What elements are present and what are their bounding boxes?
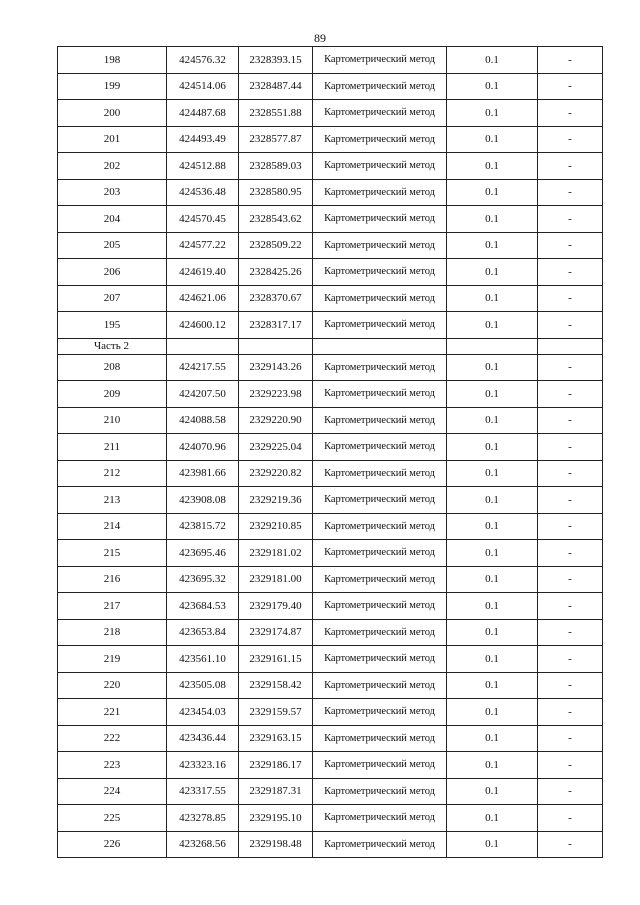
note-cell: - (538, 513, 603, 540)
point-number-cell: 208 (58, 354, 167, 381)
accuracy-cell: 0.1 (447, 434, 538, 461)
accuracy-cell: 0.1 (447, 566, 538, 593)
method-cell: Картометрический метод (313, 73, 447, 100)
method-cell: Картометрический метод (313, 805, 447, 832)
x-coordinate-cell: 424493.49 (167, 126, 239, 153)
table-row (58, 699, 603, 726)
x-coordinate-cell: 423815.72 (167, 513, 239, 540)
table-row (58, 354, 603, 381)
method-cell: Картометрический метод (313, 381, 447, 408)
point-number-cell: 210 (58, 407, 167, 434)
y-coordinate-cell: 2329159.57 (239, 699, 313, 726)
accuracy-cell: 0.1 (447, 232, 538, 259)
point-number-cell: 221 (58, 699, 167, 726)
point-number-cell: 195 (58, 312, 167, 339)
table-row (58, 778, 603, 805)
y-coordinate-cell: 2329220.90 (239, 407, 313, 434)
point-number-cell: 224 (58, 778, 167, 805)
note-cell: - (538, 699, 603, 726)
y-coordinate-cell: 2329223.98 (239, 381, 313, 408)
y-coordinate-cell: 2329181.00 (239, 566, 313, 593)
part-1-rows (58, 47, 603, 339)
x-coordinate-cell: 424576.32 (167, 47, 239, 74)
accuracy-cell: 0.1 (447, 206, 538, 233)
x-coordinate-cell: 423684.53 (167, 593, 239, 620)
y-coordinate-cell: 2329181.02 (239, 540, 313, 567)
x-coordinate-cell: 424621.06 (167, 285, 239, 312)
y-coordinate-cell: 2329210.85 (239, 513, 313, 540)
note-cell: - (538, 672, 603, 699)
section-empty-cell (167, 338, 239, 354)
accuracy-cell: 0.1 (447, 487, 538, 514)
table-row (58, 259, 603, 286)
table-row (58, 47, 603, 74)
x-coordinate-cell: 423323.16 (167, 752, 239, 779)
note-cell: - (538, 179, 603, 206)
y-coordinate-cell: 2329219.36 (239, 487, 313, 514)
section-row (58, 338, 603, 354)
accuracy-cell: 0.1 (447, 725, 538, 752)
table-row (58, 566, 603, 593)
note-cell: - (538, 725, 603, 752)
method-cell: Картометрический метод (313, 206, 447, 233)
accuracy-cell: 0.1 (447, 126, 538, 153)
accuracy-cell: 0.1 (447, 540, 538, 567)
section-empty-cell (239, 338, 313, 354)
table-row (58, 646, 603, 673)
method-cell: Картометрический метод (313, 487, 447, 514)
y-coordinate-cell: 2329179.40 (239, 593, 313, 620)
method-cell: Картометрический метод (313, 407, 447, 434)
accuracy-cell: 0.1 (447, 460, 538, 487)
point-number-cell: 199 (58, 73, 167, 100)
note-cell: - (538, 831, 603, 858)
point-number-cell: 212 (58, 460, 167, 487)
table-row (58, 672, 603, 699)
table-row (58, 752, 603, 779)
point-number-cell: 217 (58, 593, 167, 620)
method-cell: Картометрический метод (313, 619, 447, 646)
note-cell: - (538, 312, 603, 339)
y-coordinate-cell: 2329158.42 (239, 672, 313, 699)
table-row (58, 126, 603, 153)
method-cell: Картометрический метод (313, 312, 447, 339)
part-2-header (58, 338, 603, 354)
method-cell: Картометрический метод (313, 460, 447, 487)
y-coordinate-cell: 2328317.17 (239, 312, 313, 339)
x-coordinate-cell: 424600.12 (167, 312, 239, 339)
method-cell: Картометрический метод (313, 513, 447, 540)
x-coordinate-cell: 424577.22 (167, 232, 239, 259)
point-number-cell: 222 (58, 725, 167, 752)
note-cell: - (538, 434, 603, 461)
point-number-cell: 201 (58, 126, 167, 153)
accuracy-cell: 0.1 (447, 672, 538, 699)
y-coordinate-cell: 2328425.26 (239, 259, 313, 286)
point-number-cell: 202 (58, 153, 167, 180)
y-coordinate-cell: 2328580.95 (239, 179, 313, 206)
point-number-cell: 213 (58, 487, 167, 514)
table-row (58, 285, 603, 312)
note-cell: - (538, 778, 603, 805)
note-cell: - (538, 752, 603, 779)
method-cell: Картометрический метод (313, 434, 447, 461)
note-cell: - (538, 381, 603, 408)
method-cell: Картометрический метод (313, 752, 447, 779)
accuracy-cell: 0.1 (447, 619, 538, 646)
point-number-cell: 225 (58, 805, 167, 832)
note-cell: - (538, 206, 603, 233)
y-coordinate-cell: 2328589.03 (239, 153, 313, 180)
table-row (58, 407, 603, 434)
point-number-cell: 218 (58, 619, 167, 646)
y-coordinate-cell: 2328370.67 (239, 285, 313, 312)
y-coordinate-cell: 2329195.10 (239, 805, 313, 832)
accuracy-cell: 0.1 (447, 407, 538, 434)
point-number-cell: 206 (58, 259, 167, 286)
method-cell: Картометрический метод (313, 153, 447, 180)
y-coordinate-cell: 2328551.88 (239, 100, 313, 127)
note-cell: - (538, 259, 603, 286)
accuracy-cell: 0.1 (447, 778, 538, 805)
table-row (58, 73, 603, 100)
table-row (58, 312, 603, 339)
table-row (58, 513, 603, 540)
point-number-cell: 211 (58, 434, 167, 461)
point-number-cell: 198 (58, 47, 167, 74)
accuracy-cell: 0.1 (447, 699, 538, 726)
y-coordinate-cell: 2329143.26 (239, 354, 313, 381)
x-coordinate-cell: 423454.03 (167, 699, 239, 726)
table-row (58, 725, 603, 752)
note-cell: - (538, 540, 603, 567)
y-coordinate-cell: 2329187.31 (239, 778, 313, 805)
note-cell: - (538, 805, 603, 832)
x-coordinate-cell: 424207.50 (167, 381, 239, 408)
accuracy-cell: 0.1 (447, 100, 538, 127)
note-cell: - (538, 407, 603, 434)
table-row (58, 206, 603, 233)
x-coordinate-cell: 423505.08 (167, 672, 239, 699)
x-coordinate-cell: 424088.58 (167, 407, 239, 434)
x-coordinate-cell: 423268.56 (167, 831, 239, 858)
point-number-cell: 205 (58, 232, 167, 259)
page-number: 89 (314, 31, 326, 45)
accuracy-cell: 0.1 (447, 513, 538, 540)
y-coordinate-cell: 2329161.15 (239, 646, 313, 673)
table-row (58, 460, 603, 487)
section-empty-cell (447, 338, 538, 354)
method-cell: Картометрический метод (313, 47, 447, 74)
x-coordinate-cell: 423695.32 (167, 566, 239, 593)
method-cell: Картометрический метод (313, 126, 447, 153)
table-row (58, 179, 603, 206)
y-coordinate-cell: 2328393.15 (239, 47, 313, 74)
point-number-cell: 207 (58, 285, 167, 312)
point-number-cell: 200 (58, 100, 167, 127)
method-cell: Картометрический метод (313, 699, 447, 726)
x-coordinate-cell: 424570.45 (167, 206, 239, 233)
table-row (58, 434, 603, 461)
table-row (58, 805, 603, 832)
table-row (58, 593, 603, 620)
method-cell: Картометрический метод (313, 672, 447, 699)
x-coordinate-cell: 424514.06 (167, 73, 239, 100)
note-cell: - (538, 47, 603, 74)
x-coordinate-cell: 423278.85 (167, 805, 239, 832)
note-cell: - (538, 619, 603, 646)
y-coordinate-cell: 2328509.22 (239, 232, 313, 259)
section-empty-cell (313, 338, 447, 354)
y-coordinate-cell: 2328487.44 (239, 73, 313, 100)
method-cell: Картометрический метод (313, 566, 447, 593)
accuracy-cell: 0.1 (447, 646, 538, 673)
y-coordinate-cell: 2328543.62 (239, 206, 313, 233)
x-coordinate-cell: 423908.08 (167, 487, 239, 514)
x-coordinate-cell: 424487.68 (167, 100, 239, 127)
table-row (58, 232, 603, 259)
accuracy-cell: 0.1 (447, 593, 538, 620)
accuracy-cell: 0.1 (447, 312, 538, 339)
note-cell: - (538, 100, 603, 127)
note-cell: - (538, 73, 603, 100)
method-cell: Картометрический метод (313, 725, 447, 752)
point-number-cell: 216 (58, 566, 167, 593)
note-cell: - (538, 487, 603, 514)
note-cell: - (538, 460, 603, 487)
x-coordinate-cell: 424536.48 (167, 179, 239, 206)
x-coordinate-cell: 423695.46 (167, 540, 239, 567)
method-cell: Картометрический метод (313, 232, 447, 259)
y-coordinate-cell: 2329174.87 (239, 619, 313, 646)
table-row (58, 153, 603, 180)
y-coordinate-cell: 2329198.48 (239, 831, 313, 858)
method-cell: Картометрический метод (313, 285, 447, 312)
x-coordinate-cell: 424070.96 (167, 434, 239, 461)
note-cell: - (538, 593, 603, 620)
accuracy-cell: 0.1 (447, 47, 538, 74)
accuracy-cell: 0.1 (447, 805, 538, 832)
method-cell: Картометрический метод (313, 540, 447, 567)
note-cell: - (538, 285, 603, 312)
table-row (58, 619, 603, 646)
note-cell: - (538, 126, 603, 153)
accuracy-cell: 0.1 (447, 752, 538, 779)
table-row (58, 831, 603, 858)
point-number-cell: 214 (58, 513, 167, 540)
section-label: Часть 2 (58, 338, 167, 354)
method-cell: Картометрический метод (313, 831, 447, 858)
point-number-cell: 219 (58, 646, 167, 673)
point-number-cell: 203 (58, 179, 167, 206)
note-cell: - (538, 646, 603, 673)
method-cell: Картометрический метод (313, 593, 447, 620)
y-coordinate-cell: 2329186.17 (239, 752, 313, 779)
accuracy-cell: 0.1 (447, 179, 538, 206)
note-cell: - (538, 232, 603, 259)
accuracy-cell: 0.1 (447, 285, 538, 312)
point-number-cell: 204 (58, 206, 167, 233)
accuracy-cell: 0.1 (447, 381, 538, 408)
point-number-cell: 226 (58, 831, 167, 858)
y-coordinate-cell: 2328577.87 (239, 126, 313, 153)
y-coordinate-cell: 2329163.15 (239, 725, 313, 752)
x-coordinate-cell: 423561.10 (167, 646, 239, 673)
part-2-rows (58, 354, 603, 858)
x-coordinate-cell: 424512.88 (167, 153, 239, 180)
note-cell: - (538, 566, 603, 593)
accuracy-cell: 0.1 (447, 259, 538, 286)
point-number-cell: 209 (58, 381, 167, 408)
table-row (58, 100, 603, 127)
note-cell: - (538, 354, 603, 381)
x-coordinate-cell: 423317.55 (167, 778, 239, 805)
y-coordinate-cell: 2329225.04 (239, 434, 313, 461)
x-coordinate-cell: 423981.66 (167, 460, 239, 487)
method-cell: Картометрический метод (313, 646, 447, 673)
table-row (58, 540, 603, 567)
accuracy-cell: 0.1 (447, 73, 538, 100)
x-coordinate-cell: 424619.40 (167, 259, 239, 286)
accuracy-cell: 0.1 (447, 153, 538, 180)
note-cell: - (538, 153, 603, 180)
accuracy-cell: 0.1 (447, 831, 538, 858)
coordinates-table (57, 46, 603, 858)
method-cell: Картометрический метод (313, 354, 447, 381)
point-number-cell: 215 (58, 540, 167, 567)
method-cell: Картометрический метод (313, 259, 447, 286)
method-cell: Картометрический метод (313, 179, 447, 206)
y-coordinate-cell: 2329220.82 (239, 460, 313, 487)
x-coordinate-cell: 423653.84 (167, 619, 239, 646)
method-cell: Картометрический метод (313, 100, 447, 127)
point-number-cell: 220 (58, 672, 167, 699)
x-coordinate-cell: 423436.44 (167, 725, 239, 752)
table-row (58, 381, 603, 408)
section-empty-cell (538, 338, 603, 354)
method-cell: Картометрический метод (313, 778, 447, 805)
accuracy-cell: 0.1 (447, 354, 538, 381)
x-coordinate-cell: 424217.55 (167, 354, 239, 381)
point-number-cell: 223 (58, 752, 167, 779)
table-row (58, 487, 603, 514)
